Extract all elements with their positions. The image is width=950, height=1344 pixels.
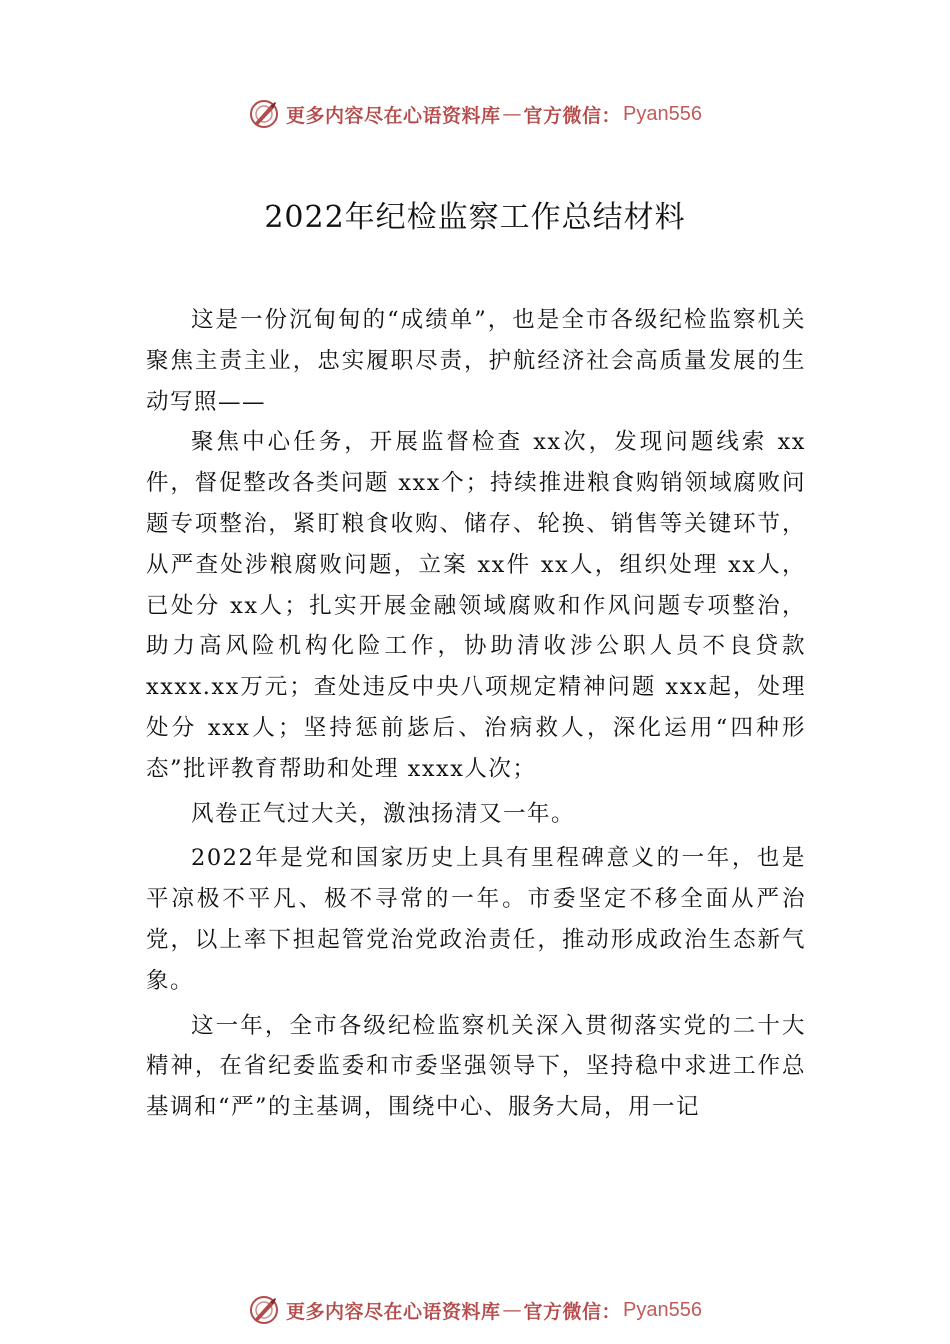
- watermark-wechat-label: 官方微信：: [523, 1300, 622, 1323]
- watermark-separator: —: [502, 103, 522, 125]
- pen-logo-icon: [248, 1294, 280, 1326]
- paragraph-2: 聚焦中心任务，开展监督检查 xx次，发现问题线索 xx件，督促整改各类问题 xxx个；持续推进粮食购销领域腐败问题专项整治，紧盯粮食收购、储存、轮换、销售等关键环节，从严查处涉粮腐败问题，立案 xx件 xx人，组织处理 xx人，已处分 xx人；扎实开展金融领域腐败和作风问题专项整治，助力高风险机构化险工作，协助清收涉公职人员不良贷款 xxxx.xx万元；查处违反中央八项规定精神问题 xxx起，处理处分 xxx人；坚持惩前毖后、治病救人，深化运用“四种形态”批评教育帮助和处理 xxxx人次；: [146, 429, 806, 782]
- paragraph-4: 2022年是党和国家历史上具有里程碑意义的一年，也是平凉极不平凡、极不寻常的一年。市委坚定不移全面从严治党，以上率下担起管党治党政治责任，推动形成政治生态新气象。: [146, 845, 806, 994]
- footer-watermark: [0, 1290, 950, 1330]
- watermark-wechat-id: Pyan556: [623, 1298, 702, 1321]
- paragraph-3: 风卷正气过大关，激浊扬清又一年。: [191, 800, 576, 827]
- document-title: 2022年纪检监察工作总结材料: [264, 200, 686, 235]
- watermark-text: 更多内容尽在心语资料库: [286, 104, 501, 127]
- watermark-wechat-id: Pyan556: [623, 102, 702, 125]
- paragraph-1: 这是一份沉甸甸的“成绩单”，也是全市各级纪检监察机关聚焦主责主业，忠实履职尽责，护航经济社会高质量发展的生动写照——: [146, 307, 806, 415]
- watermark-wechat-label: 官方微信：: [523, 104, 622, 127]
- paragraph-5: 这一年，全市各级纪检监察机关深入贯彻落实党的二十大精神，在省纪委监委和市委坚强领导下，坚持稳中求进工作总基调和“严”的主基调，围绕中心、服务大局，用一记: [146, 1012, 806, 1121]
- pen-logo-icon: [248, 98, 280, 130]
- watermark-text: 更多内容尽在心语资料库: [286, 1300, 501, 1323]
- document-body: [146, 300, 806, 1128]
- header-watermark: [0, 94, 950, 134]
- watermark-separator: —: [502, 1299, 522, 1321]
